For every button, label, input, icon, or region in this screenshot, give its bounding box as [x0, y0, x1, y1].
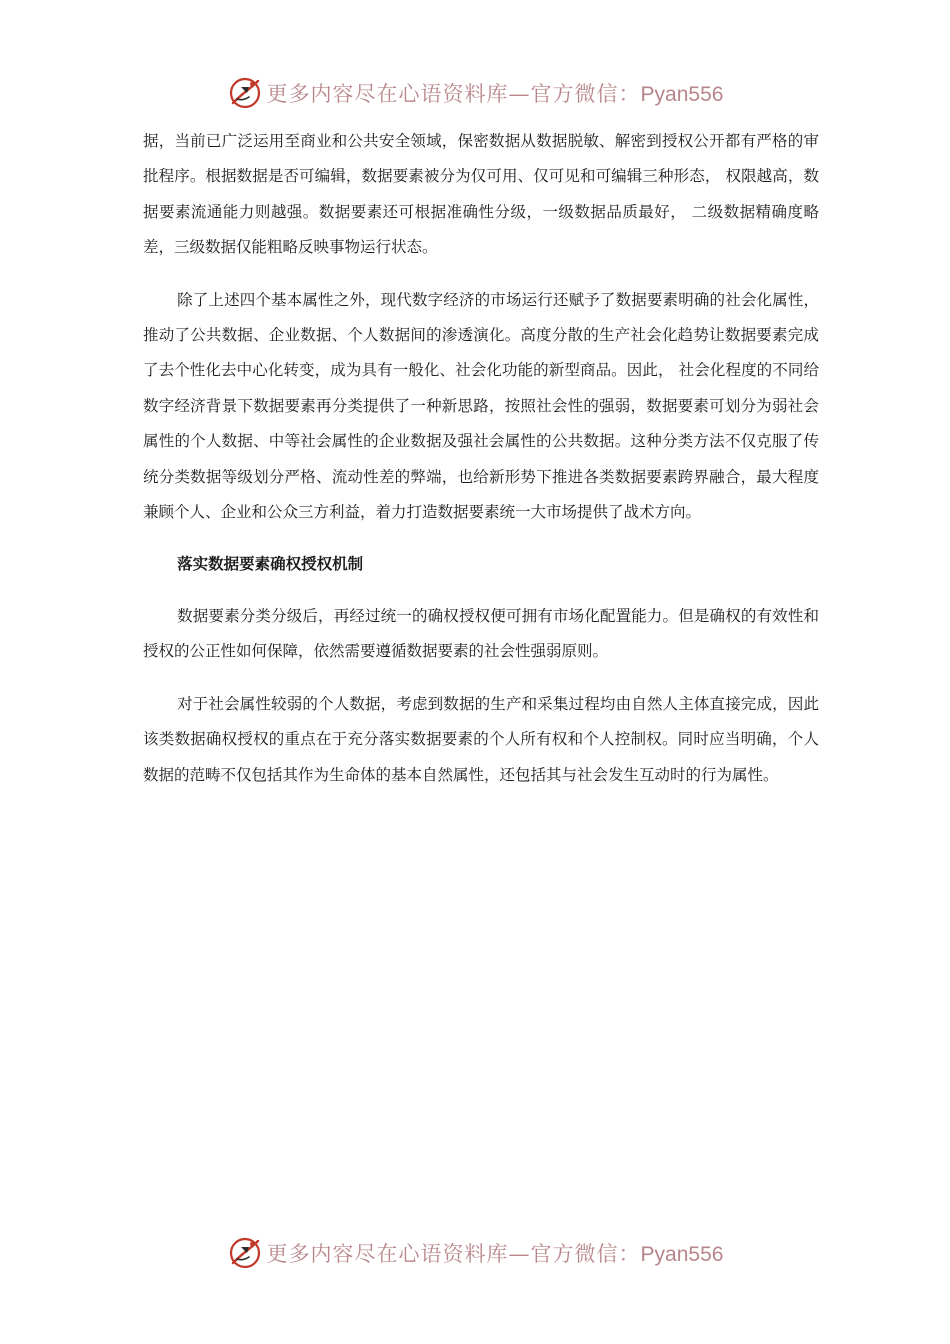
paragraph-1: 据，当前已广泛运用至商业和公共安全领域，保密数据从数据脱敏、解密到授权公开都有严格的审批程序。根据数据是否可编辑，数据要素被分为仅可用、仅可见和可编辑三种形态， 权限越高，数据要素流通能力则越强。数据要素还可根据准确性分级，一级数据品质最好， 二级数据精确度略差，三级数据仅能粗略反映事物运行状态。 [143, 132, 819, 257]
section-heading: 落实数据要素确权授权机制 [177, 555, 364, 574]
header-watermark-banner [0, 73, 950, 113]
banner-text: 更多内容尽在心语资料库—官方微信：Pyan556 [266, 82, 724, 106]
wechat-id: Pyan556 [640, 1243, 724, 1266]
banner-text: 更多内容尽在心语资料库—官方微信：Pyan556 [266, 1242, 724, 1266]
wechat-id: Pyan556 [640, 83, 724, 106]
paragraph-3: 数据要素分类分级后，再经过统一的确权授权便可拥有市场化配置能力。但是确权的有效性和授权的公正性如何保障，依然需要遵循数据要素的社会性强弱原则。 [143, 606, 819, 661]
brand-logo-icon [227, 75, 263, 111]
paragraph-2: 除了上述四个基本属性之外，现代数字经济的市场运行还赋予了数据要素明确的社会化属性，推动了公共数据、企业数据、个人数据间的渗透演化。高度分散的生产社会化趋势让数据要素完成了去个性化去中心化转变，成为具有一般化、社会化功能的新型商品。因此， 社会化程度的不同给数字经济背景下数据要素再分类提供了一种新思路，按照社会性的强弱，数据要素可划分为弱社会属性的个人数据、中等社会属性的企业数据及强社会属性的公共数据。这种分类方法不仅克服了传统分类数据等级划分严格、流动性差的弊端，也给新形势下推进各类数据要素跨界融合，最大程度兼顾个人、企业和公众三方利益，着力打造数据要素统一大市场提供了战术方向。 [143, 290, 819, 522]
footer-watermark-banner [0, 1233, 950, 1273]
brand-logo-icon [227, 1235, 263, 1271]
document-body [143, 124, 819, 810]
paragraph-4: 对于社会属性较弱的个人数据，考虑到数据的生产和采集过程均由自然人主体直接完成，因此该类数据确权授权的重点在于充分落实数据要素的个人所有权和个人控制权。同时应当明确，个人数据的范畴不仅包括其作为生命体的基本自然属性，还包括其与社会发生互动时的行为属性。 [143, 694, 819, 784]
